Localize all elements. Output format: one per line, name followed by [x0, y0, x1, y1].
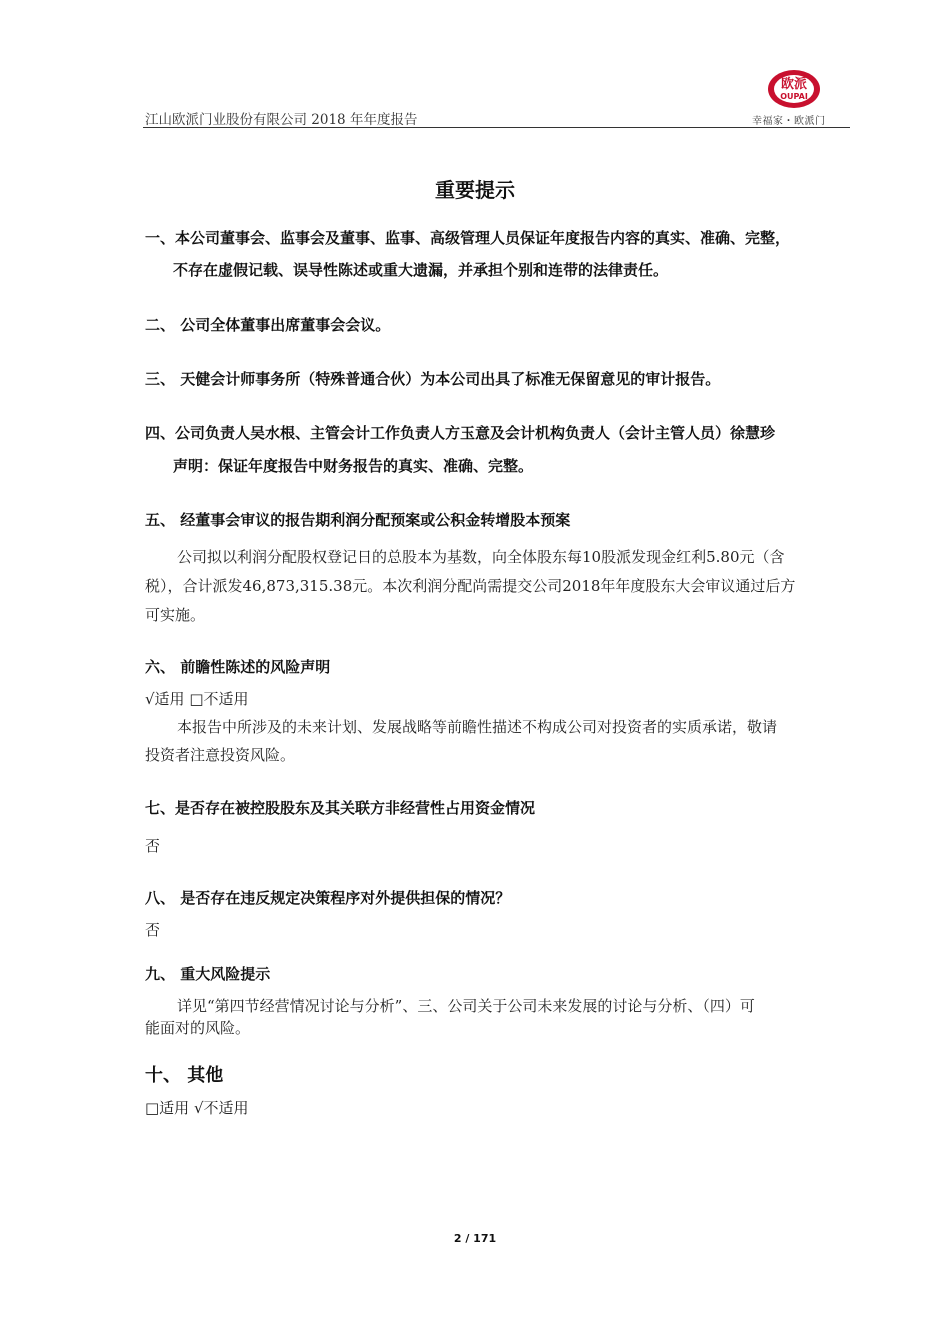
- report-header-title: 江山欧派门业股份有限公司 2018 年年度报告: [145, 112, 418, 128]
- item-5-body-line-1: 公司拟以利润分配股权登记日的总股本为基数，向全体股东每10股派发现金红利5.80元（含: [177, 548, 785, 566]
- item-10-applicability: □适用 √不适用: [145, 1099, 249, 1117]
- item-9-heading: 九、 重大风险提示: [145, 965, 271, 983]
- header-divider: [143, 127, 850, 128]
- item-10-heading: 十、 其他: [145, 1065, 224, 1086]
- logo-latin-text: OUPAI: [780, 92, 808, 101]
- item-9-body-line-2: 能面对的风险。: [145, 1019, 251, 1037]
- item-7-answer: 否: [145, 837, 161, 855]
- item-1-line-1: 一、本公司董事会、监事会及董事、监事、高级管理人员保证年度报告内容的真实、准确、完整，: [145, 229, 791, 247]
- item-6-body-line-1: 本报告中所涉及的未来计划、发展战略等前瞻性描述不构成公司对投资者的实质承诺，敬请: [177, 718, 778, 736]
- item-8-heading: 八、 是否存在违反规定决策程序对外提供担保的情况？: [145, 889, 511, 907]
- company-logo-icon: [764, 66, 828, 110]
- logo-mark-text: 欧派: [780, 77, 808, 92]
- item-6-body-line-2: 投资者注意投资风险。: [145, 746, 296, 764]
- page-number: 2 / 171: [453, 1232, 497, 1245]
- page-title: 重要提示: [435, 178, 515, 202]
- item-6-heading: 六、 前瞻性陈述的风险声明: [145, 658, 331, 676]
- item-6-applicability: √适用 □不适用: [145, 690, 249, 708]
- item-7-heading: 七、是否存在被控股股东及其关联方非经营性占用资金情况: [145, 799, 536, 817]
- item-1-line-2: 不存在虚假记载、误导性陈述或重大遗漏，并承担个别和连带的法律责任。: [173, 261, 669, 279]
- item-5-heading: 五、 经董事会审议的报告期利润分配预案或公积金转增股本预案: [145, 511, 571, 529]
- item-5-body-line-2: 税），合计派发46,873,315.38元。本次利润分配尚需提交公司2018年年度股东大会审议通过后方: [145, 577, 796, 595]
- item-4-line-2: 声明：保证年度报告中财务报告的真实、准确、完整。: [173, 457, 534, 475]
- item-8-answer: 否: [145, 921, 161, 939]
- item-4-line-1: 四、公司负责人吴水根、主管会计工作负责人方玉意及会计机构负责人（会计主管人员）徐慧珍: [145, 424, 776, 442]
- item-5-body-line-3: 可实施。: [145, 606, 206, 624]
- item-2: 二、 公司全体董事出席董事会会议。: [145, 316, 391, 334]
- company-slogan: 幸福家・欧派门: [752, 116, 826, 127]
- item-3: 三、 天健会计师事务所（特殊普通合伙）为本公司出具了标准无保留意见的审计报告。: [145, 370, 721, 388]
- item-9-body-line-1: 详见“第四节经营情况讨论与分析”、三、公司关于公司未来发展的讨论与分析、（四）可: [177, 997, 755, 1015]
